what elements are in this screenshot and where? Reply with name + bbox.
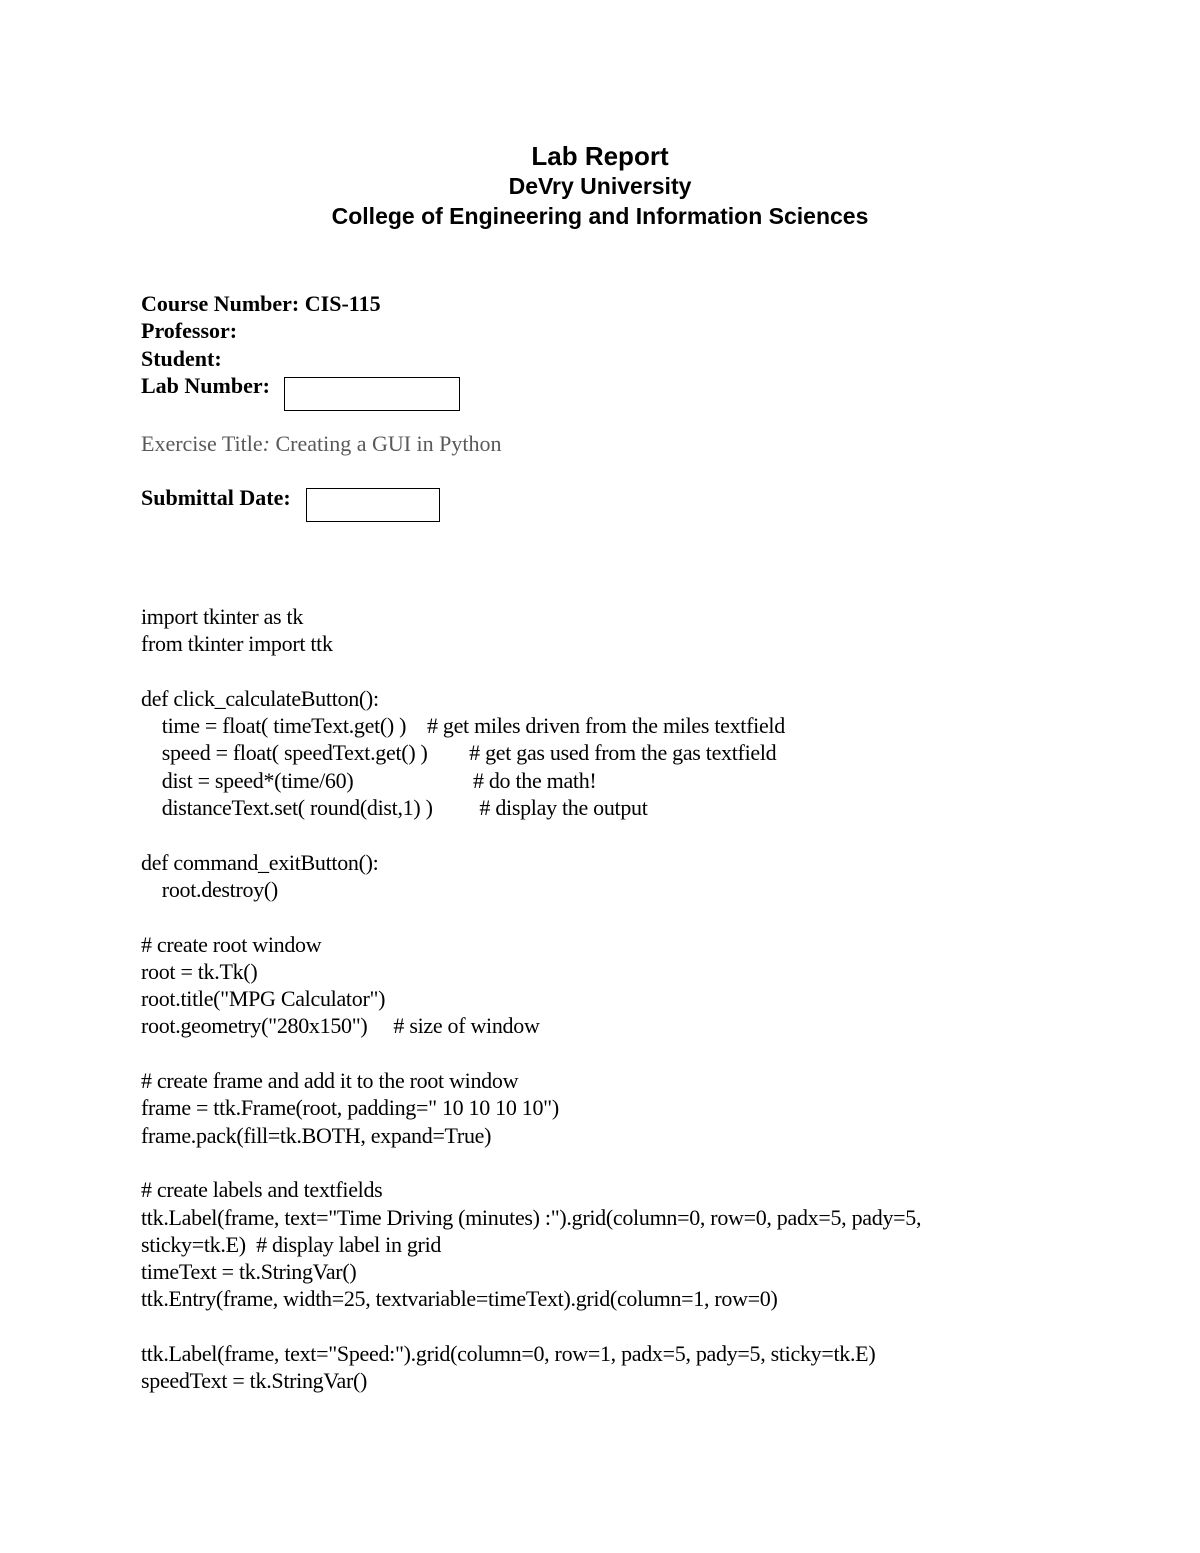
code-line: import tkinter as tk [141, 604, 304, 629]
course-number-label: Course Number: [141, 291, 300, 316]
code-line: speedText = tk.StringVar() [141, 1368, 368, 1394]
report-title: Lab Report [531, 141, 669, 171]
code-line: ttk.Entry(frame, width=25, textvariable=timeText).grid(column=1, row=0) [141, 1286, 778, 1312]
code-line: root.title("MPG Calculator") [141, 986, 386, 1012]
code-line: def command_exitButton(): [141, 849, 379, 875]
code-line: time = float( timeText.get() ) # get miles driven from the miles textfield [141, 713, 785, 739]
code-line: # create frame and add it to the root window [141, 1068, 519, 1094]
code-line [141, 1149, 921, 1176]
code-line: # create root window [141, 931, 322, 957]
exercise-title-label: Exercise Title [141, 431, 263, 456]
code-line: sticky=tk.E) # display label in grid [141, 1231, 442, 1257]
professor-label: Professor: [141, 318, 238, 343]
code-line: root = tk.Tk() [141, 958, 258, 984]
code-line: frame = ttk.Frame(root, padding=" 10 10 10 10") [141, 1095, 559, 1121]
submittal-date-label: Submittal Date: [141, 485, 291, 510]
code-line [141, 1040, 921, 1067]
lab-number-label: Lab Number: [141, 373, 270, 398]
code-line: ttk.Label(frame, text="Speed:").grid(column=0, row=1, padx=5, pady=5, sticky=tk.E) [141, 1341, 876, 1367]
code-line [141, 1313, 921, 1340]
code-line [141, 821, 921, 848]
course-number-row [141, 293, 381, 315]
lab-number-field[interactable] [284, 377, 460, 411]
code-line: from tkinter import ttk [141, 631, 333, 657]
code-listing [141, 603, 921, 1395]
exercise-title-value: Creating a GUI in Python [275, 431, 502, 456]
code-line: def click_calculateButton(): [141, 685, 379, 711]
submittal-date-field[interactable] [306, 488, 440, 522]
code-line: root.destroy() [141, 876, 278, 902]
code-line [141, 903, 921, 930]
code-line: dist = speed*(time/60) # do the math! [141, 767, 597, 793]
college-name: College of Engineering and Information Sciences [331, 203, 869, 229]
code-line: distanceText.set( round(dist,1) ) # display the output [141, 795, 648, 821]
code-line: # create labels and textfields [141, 1177, 383, 1203]
course-number-value: CIS-115 [304, 291, 381, 316]
exercise-title-separator: : [262, 431, 270, 456]
university-name: DeVry University [508, 173, 692, 199]
code-line: root.geometry("280x150") # size of window [141, 1013, 540, 1039]
code-line: timeText = tk.StringVar() [141, 1259, 357, 1285]
exercise-title-row [141, 433, 502, 455]
student-label: Student: [141, 346, 222, 371]
code-line [141, 658, 921, 685]
code-line: speed = float( speedText.get() ) # get gas used from the gas textfield [141, 740, 777, 766]
code-line: frame.pack(fill=tk.BOTH, expand=True) [141, 1122, 492, 1148]
code-line: ttk.Label(frame, text="Time Driving (minutes) :").grid(column=0, row=0, padx=5, pady=5, [141, 1204, 922, 1230]
